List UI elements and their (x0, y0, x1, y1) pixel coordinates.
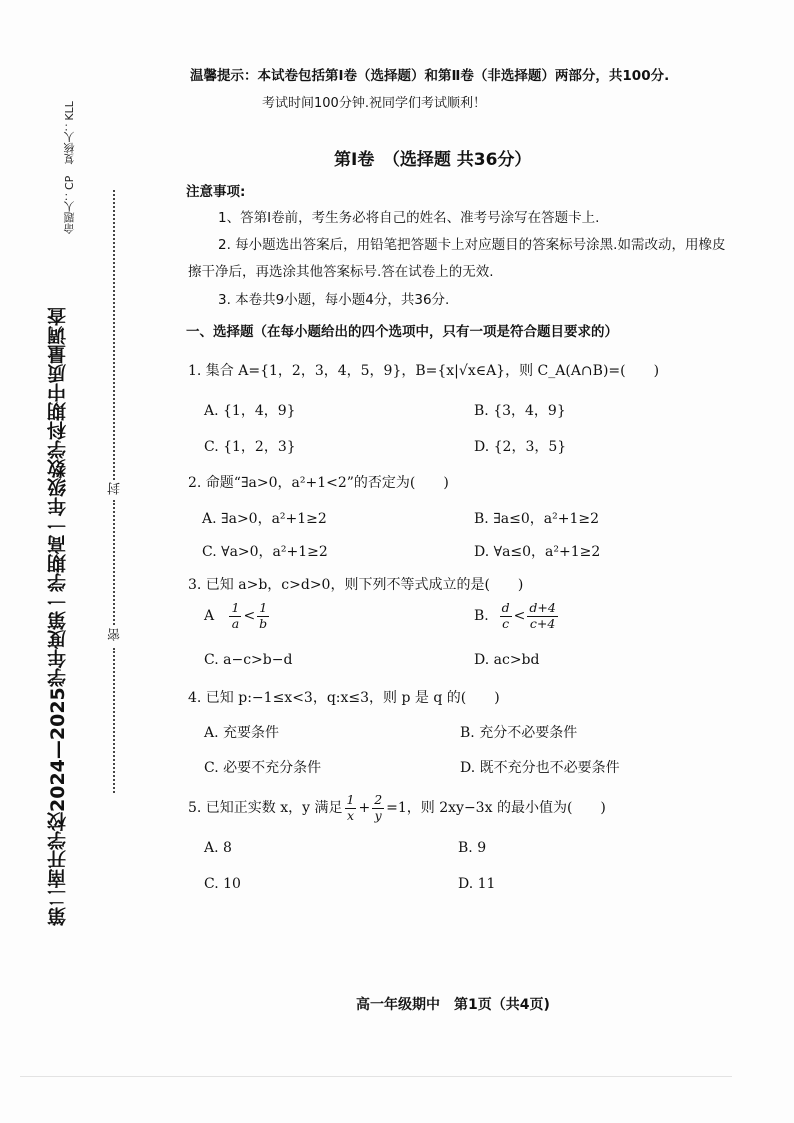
question-5-stem-start: 5. 已知正实数 x，y 满足 (188, 800, 343, 816)
question-3-option-c: C. a−c>b−d (204, 652, 293, 668)
fraction-1-over-x (345, 794, 357, 822)
seal-char-1: 封 (108, 482, 123, 495)
question-2-option-a: A. ∃a>0，a²+1≥2 (202, 511, 327, 527)
fraction-denominator: y (374, 807, 382, 823)
question-1-option-a: A. {1，4，9} (204, 403, 296, 419)
question-5-option-a: A. 8 (204, 840, 232, 856)
question-4-option-c: C. 必要不充分条件 (204, 760, 322, 776)
question-5-option-c: C. 10 (204, 876, 241, 892)
fraction-numerator: 1 (346, 792, 355, 807)
fraction-d-over-c (500, 602, 512, 630)
fraction-2-over-y (372, 794, 384, 822)
fraction-denominator: c (502, 615, 510, 631)
question-3-option-d: D. ac>bd (474, 652, 540, 668)
question-4-option-b: B. 充分不必要条件 (460, 725, 578, 741)
page-footer: 高一年级期中 第1页（共4页) (356, 997, 550, 1013)
staff-credits: 命题人：CP 复核人：KLL (63, 101, 76, 234)
header-tip-line2: 考试时间100分钟.祝同学们考试顺利！ (262, 96, 486, 111)
question-5-stem (188, 794, 606, 822)
seal-dotted-line-mid (113, 500, 115, 625)
question-1-stem: 1. 集合 A={1，2，3，4，5，9}，B={x|√x∈A}，则 C_A(A∩B)=( ) (188, 363, 660, 379)
fraction-numerator: d (501, 600, 510, 615)
fraction-numerator: d+4 (529, 600, 556, 615)
note-2-continued: 擦干净后，再选涂其他答案标号.答在试卷上的无效. (188, 264, 494, 280)
note-3: 3. 本卷共9小题，每小题4分，共36分. (218, 292, 450, 308)
notes-heading: 注意事项: (186, 184, 246, 200)
option-b-label: B. (474, 608, 489, 624)
question-2-option-b: B. ∃a≤0，a²+1≥2 (474, 511, 600, 527)
part-title-choice: 一、选择题（在每小题给出的四个选项中，只有一项是符合题目要求的） (186, 324, 618, 340)
question-1-option-d: D. {2，3，5} (474, 439, 567, 455)
question-1-option-b: B. {3，4，9} (474, 403, 566, 419)
question-3-stem: 3. 已知 a>b，c>d>0，则下列不等式成立的是( ) (188, 577, 524, 593)
question-3-option-b (474, 602, 560, 630)
seal-char-0: 密 (108, 628, 123, 641)
exam-title-vertical: 第二南开学校2024—2025学年度第一学期高一年级数学科期中质量调查 (47, 307, 69, 926)
question-3-option-a (204, 602, 271, 630)
question-2-stem: 2. 命题“∃a>0，a²+1<2”的否定为( ) (188, 475, 449, 491)
fraction-numerator: 1 (257, 602, 269, 617)
question-4-option-a: A. 充要条件 (204, 725, 280, 741)
less-than-sign: < (243, 608, 256, 624)
question-2-option-d: D. ∀a≤0，a²+1≥2 (474, 544, 601, 560)
plus-sign: + (358, 800, 371, 816)
question-5-option-d: D. 11 (458, 876, 496, 892)
fraction-1-over-b (257, 602, 269, 630)
fraction-1-over-a (229, 602, 241, 630)
question-4-option-d: D. 既不充分也不必要条件 (460, 760, 620, 776)
question-1-option-c: C. {1，2，3} (204, 439, 296, 455)
fraction-denominator: b (259, 615, 268, 631)
question-5-stem-end: =1，则 2xy−3x 的最小值为( ) (386, 800, 606, 816)
question-4-stem: 4. 已知 p:−1≤x<3，q:x≤3，则 p 是 q 的( ) (188, 690, 500, 706)
header-tip-line1: 温馨提示：本试卷包括第Ⅰ卷（选择题）和第Ⅱ卷（非选择题）两部分，共100分. (190, 68, 670, 84)
fraction-denominator: a (231, 615, 240, 631)
option-a-label: A (204, 608, 215, 624)
section-title: 第Ⅰ卷 （选择题 共36分） (334, 150, 532, 170)
page-edge-line (20, 1076, 732, 1077)
fraction-numerator: 2 (374, 792, 383, 807)
note-2: 2. 每小题选出答案后，用铅笔把答题卡上对应题目的答案标号涂黑.如需改动，用橡皮 (218, 237, 726, 253)
fraction-denominator: c+4 (529, 615, 556, 631)
seal-dotted-line-top (113, 190, 115, 480)
fraction-numerator: 1 (231, 600, 240, 615)
note-1: 1、答第Ⅰ卷前，考生务必将自己的姓名、准考号涂写在答题卡上. (218, 210, 600, 226)
less-than-sign: < (513, 608, 526, 624)
fraction-d4-over-c4 (527, 602, 557, 630)
seal-dotted-line-bottom (113, 648, 115, 793)
question-2-option-c: C. ∀a>0，a²+1≥2 (202, 544, 328, 560)
fraction-denominator: x (346, 807, 355, 823)
question-5-option-b: B. 9 (458, 840, 487, 856)
